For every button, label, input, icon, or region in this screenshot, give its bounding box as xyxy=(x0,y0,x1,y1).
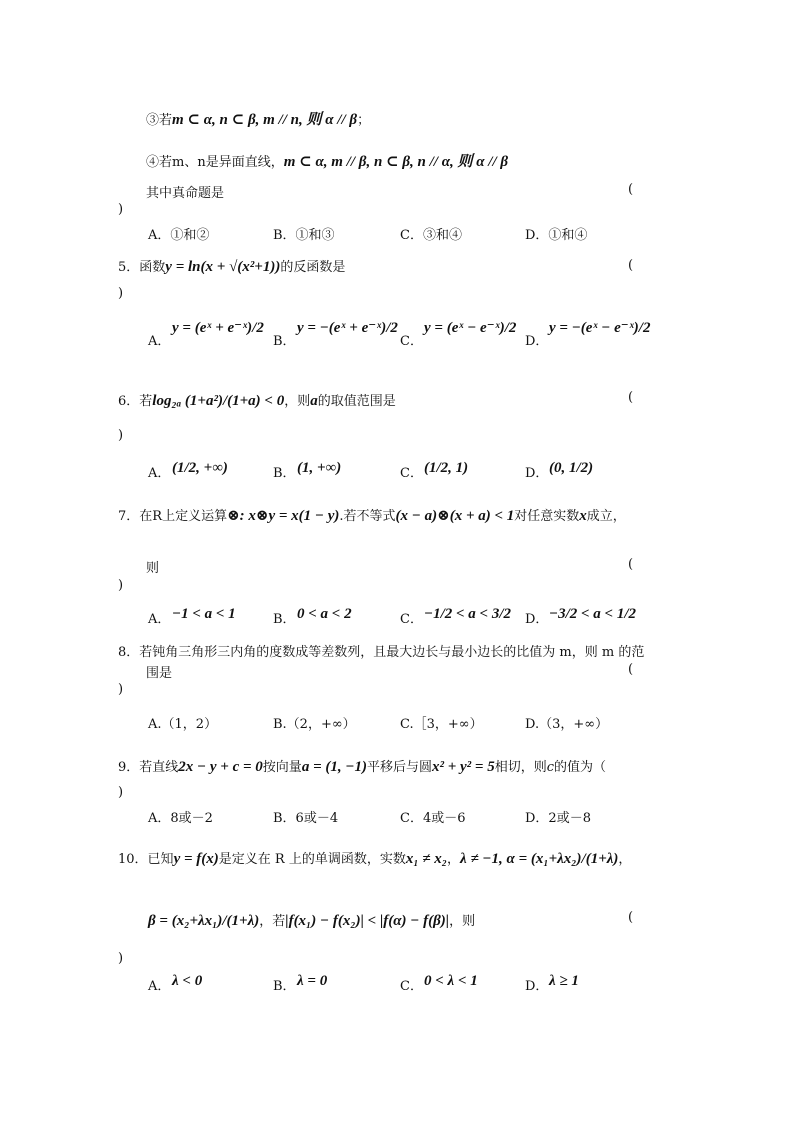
q6-text-b: ，则 xyxy=(284,394,311,409)
q6-answer-c: (1/2, 1) xyxy=(424,460,469,476)
q10-number: 10． xyxy=(118,852,148,867)
q5-answer-d: y = −(eˣ − e⁻ˣ)/2 xyxy=(549,320,651,336)
q6-stem xyxy=(118,390,396,410)
q10-label-b: B． xyxy=(273,979,296,994)
q10-paren-close: ) xyxy=(118,951,124,966)
q10-label-d: D． xyxy=(525,979,549,994)
q10-paren-open: ( xyxy=(628,910,634,925)
q9-var: c xyxy=(546,760,555,775)
q7-label-c: C． xyxy=(400,612,423,627)
q6-answer-a: (1/2, +∞) xyxy=(172,460,228,476)
q7-answer-d: −3/2 < a < 1/2 xyxy=(549,606,637,622)
q4-option-d: D．①和④ xyxy=(525,228,588,243)
q5-paren-open: ( xyxy=(628,258,634,273)
item-4-marker: ④若 xyxy=(146,155,173,170)
q7-text-a: 在R上定义运算 xyxy=(139,509,228,524)
q9-text-d: 相切，则 xyxy=(494,760,547,775)
q7-answer-a: −1 < a < 1 xyxy=(172,606,236,622)
q7-paren-open: ( xyxy=(628,557,634,572)
q6-text-a: 若 xyxy=(139,394,153,409)
q10-answer-a: λ < 0 xyxy=(172,973,203,989)
item-4 xyxy=(146,150,508,171)
q7-label-b: B． xyxy=(273,612,296,627)
q5-label-d: D． xyxy=(525,334,549,349)
item-4-lead: m、n是异面直线， xyxy=(172,155,284,170)
q6-answer-d: (0, 1/2) xyxy=(549,460,594,476)
q9-text-c: 平移后与圆 xyxy=(366,760,432,775)
q5-text-a: 函数 xyxy=(139,260,166,275)
q5-expr: y = ln(x + √(x²+1)) xyxy=(165,259,281,275)
q10-text-c: ，若 xyxy=(259,914,286,929)
q4-option-b: B．①和③ xyxy=(273,228,335,243)
q7-ineq: (x − a)⊗(x + a) < 1 xyxy=(395,508,515,524)
q4-option-c: C．③和④ xyxy=(400,228,462,243)
q5-text-b: 的反函数是 xyxy=(280,260,346,275)
q8-paren-close: ) xyxy=(118,682,124,697)
q10-label-c: C． xyxy=(400,979,423,994)
q9-paren-close: ) xyxy=(118,785,124,800)
q9-number: 9． xyxy=(118,760,140,775)
q7-answer-c: −1/2 < a < 3/2 xyxy=(424,606,512,622)
q7-number: 7． xyxy=(118,509,140,524)
q7-label-a: A． xyxy=(148,612,171,627)
q9-option-b: B．6或－4 xyxy=(273,811,339,826)
q8-option-b: B.（2，+∞） xyxy=(273,717,356,732)
q7-paren-close: ) xyxy=(118,578,124,593)
q4-option-a: A．①和② xyxy=(148,228,210,243)
q7-text-b: .若不等式 xyxy=(339,509,396,524)
q10-end: ， xyxy=(618,852,632,867)
q6-label-b: B． xyxy=(273,466,296,481)
q6-var: a xyxy=(310,393,318,409)
q4-prompt: 其中真命题是 xyxy=(146,186,225,201)
q4-paren-open: ( xyxy=(628,182,634,197)
q9-text-b: 按向量 xyxy=(262,760,302,775)
q7-op-def: ⊗: x⊗y = x(1 − y) xyxy=(227,508,340,524)
q7-text-c: 对任意实数 xyxy=(514,509,580,524)
q6-paren-close: ) xyxy=(118,428,124,443)
q8-option-a: A.（1，2） xyxy=(148,717,218,732)
q9-line: 2x − y + c = 0 xyxy=(178,759,263,775)
q5-answer-c: y = (eˣ − e⁻ˣ)/2 xyxy=(424,320,517,336)
q5-paren-close: ) xyxy=(118,286,124,301)
q10-answer-b: λ = 0 xyxy=(297,973,328,989)
q10-cond2: λ ≠ −1, α = (x₁+λx₂)/(1+λ) xyxy=(460,851,619,867)
q10-function: y = f(x) xyxy=(173,851,219,867)
item-4-statement: m ⊂ α, m // β, n ⊂ β, n // α, 则 α // β xyxy=(283,154,509,170)
q5-number: 5． xyxy=(118,260,140,275)
q7-answer-b: 0 < a < 2 xyxy=(297,606,352,622)
q9-option-d: D．2或－8 xyxy=(525,811,591,826)
q7-stem xyxy=(118,505,626,525)
q6-expr: log₂ₐ (1+a²)/(1+a) < 0 xyxy=(152,393,285,409)
q9-vector: a = (1, −1) xyxy=(301,759,367,775)
q5-label-c: C． xyxy=(400,334,423,349)
q9-circle: x² + y² = 5 xyxy=(431,759,495,775)
q5-answer-b: y = −(eˣ + e⁻ˣ)/2 xyxy=(297,320,398,336)
q10-cond1: x₁ ≠ x₂ xyxy=(405,851,448,867)
item-3-statement: m ⊂ α, n ⊂ β, m // n, 则 α // β xyxy=(172,112,358,128)
q9-stem xyxy=(118,756,606,776)
q10-beta: β = (x₂+λx₁)/(1+λ) xyxy=(148,913,260,929)
q6-label-c: C． xyxy=(400,466,423,481)
item-3 xyxy=(146,108,370,129)
q8-text-line2: 围是 xyxy=(146,666,173,681)
q9-text-a: 若直线 xyxy=(139,760,179,775)
q5-answer-a: y = (eˣ + e⁻ˣ)/2 xyxy=(172,320,264,336)
item-3-end: ； xyxy=(357,113,371,128)
q9-text-e: 的值为（ xyxy=(554,760,607,775)
q5-label-b: B． xyxy=(273,334,296,349)
q8-option-d: D.（3，+∞） xyxy=(525,717,609,732)
q5-label-a: A． xyxy=(148,334,171,349)
q7-then: 则 xyxy=(146,561,160,576)
q5-stem xyxy=(118,256,345,276)
q10-answer-c: 0 < λ < 1 xyxy=(424,973,478,989)
q6-paren-open: ( xyxy=(628,390,634,405)
q6-text-c: 的取值范围是 xyxy=(317,394,396,409)
q4-paren-close: ) xyxy=(118,202,124,217)
q10-stem-line2 xyxy=(148,910,475,930)
q7-text-d: 成立， xyxy=(586,509,626,524)
q9-option-c: C．4或－6 xyxy=(400,811,466,826)
q6-answer-b: (1, +∞) xyxy=(297,460,342,476)
q10-text-a: 已知 xyxy=(147,852,174,867)
q7-var: x xyxy=(579,508,587,524)
q10-answer-d: λ ≥ 1 xyxy=(549,973,579,989)
q7-label-d: D． xyxy=(525,612,549,627)
q8-text-line1: 若钝角三角形三内角的度数成等差数列，且最大边长与最小边长的比值为 m，则 m 的范 xyxy=(139,645,645,660)
q8-paren-open: ( xyxy=(628,662,634,677)
q6-number: 6． xyxy=(118,394,140,409)
q9-option-a: A．8或－2 xyxy=(148,811,213,826)
q6-label-a: A． xyxy=(148,466,171,481)
q10-sep: ， xyxy=(447,852,461,867)
q8-stem-line1 xyxy=(118,641,644,660)
q10-label-a: A． xyxy=(148,979,171,994)
q10-stem-line1 xyxy=(118,848,631,868)
q10-text-b: 是定义在 R 上的单调函数，实数 xyxy=(218,852,406,867)
q6-label-d: D． xyxy=(525,466,549,481)
q8-number: 8． xyxy=(118,645,140,660)
q10-text-d: ，则 xyxy=(449,914,476,929)
item-3-marker: ③若 xyxy=(146,113,173,128)
q8-option-c: C.［3，+∞） xyxy=(400,717,483,732)
q10-ineq: |f(x₁) − f(x₂)| < |f(α) − f(β)| xyxy=(285,913,450,929)
